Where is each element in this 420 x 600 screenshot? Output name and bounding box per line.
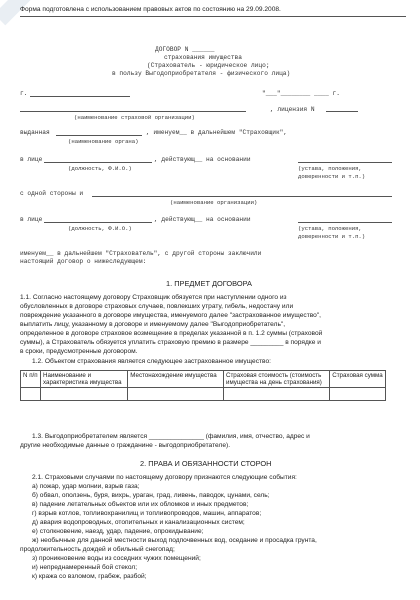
table-cell[interactable]	[21, 388, 41, 401]
basis-caption-3: (устава, положения,	[298, 225, 362, 232]
position-caption-2: (должность, Ф.И.О.)	[68, 225, 132, 232]
table-header-cell: Наименование и характеристика имущества	[40, 371, 127, 388]
issuer-caption: (наименование органа)	[68, 138, 139, 145]
list-item: е) столкновение, наезд, удар, падение, опрокидывание;	[32, 528, 204, 535]
one-side-text: с одной стороны и	[20, 190, 84, 197]
table-header-row	[21, 371, 386, 388]
list-item: б) обвал, оползень, буря, вихрь, ураган, град, ливень, паводок, цунами, сель;	[32, 492, 270, 499]
list-item: г) взрыв котлов, топливохранилищ и топливопроводов, машин, аппаратов;	[32, 510, 262, 517]
insurer-named-text: , именуем__ в дальнейшем "Страховщик",	[146, 129, 288, 136]
insurer-name-blank[interactable]	[20, 111, 246, 112]
basis-caption-2: доверенности и т.п.)	[298, 173, 366, 180]
list-item: в) падение летательных объектов или их обломков и иных предметов;	[32, 501, 249, 508]
acting-text: , действующ__ на основании	[154, 156, 251, 163]
paragraph-line: определенное в договоре страховое возмещение в пределах указанной в п. 1.2 суммы (страховой	[20, 330, 323, 337]
table-header-cell: Страховая сумма	[330, 371, 386, 388]
position-caption: (должность, Ф.И.О.)	[68, 165, 132, 172]
title-line4: в пользу Выгодоприобретателя - физического лица)	[112, 70, 291, 77]
header-note: Форма подготовлена с использованием правовых актов по состоянию на 29.09.2008.	[20, 6, 281, 13]
paragraph-line: 1.1. Согласно настоящему договору Страховщик обязуется при наступлении одного из	[20, 294, 287, 301]
table-header-cell: N п/п	[21, 371, 41, 388]
paragraph-2-1	[20, 473, 317, 581]
paragraph-1-1	[20, 293, 322, 356]
table-row	[21, 388, 386, 401]
list-item: ж) необычные для данной местности выход подпочвенных вод, оседание и просадка грунта,	[32, 537, 317, 544]
license-number-blank[interactable]	[326, 111, 358, 112]
paragraph-1-3-cont	[20, 441, 230, 450]
insurer-rep-blank[interactable]	[44, 162, 152, 163]
list-item: з) проникновение воды из соседних чужих помещений;	[32, 555, 201, 562]
section1-heading: 1. ПРЕДМЕТ ДОГОВОРА	[166, 279, 252, 288]
insured-property-table	[20, 370, 386, 401]
table-cell[interactable]	[224, 388, 330, 401]
paragraph-line: суммы), а Страхователь обязуется уплатить страховую премию в размере _________ в порядке и	[20, 339, 321, 346]
issued-by-label: выданная	[20, 129, 50, 136]
paragraph-line: выплатить лицу, указанному в договоре и именуемому далее "Выгодоприобретатель",	[20, 321, 286, 328]
list-item: продолжительность дождей и обильный снегопад;	[20, 546, 175, 553]
title-line2: страхования имущества	[164, 54, 242, 61]
title-line1: ДОГОВОР N ______	[155, 46, 215, 53]
insurer-basis-blank[interactable]	[298, 162, 392, 163]
table-cell[interactable]	[128, 388, 224, 401]
date-field: "___"________ ____ г.	[262, 90, 340, 97]
in-person-label-2: в лице	[20, 216, 43, 223]
insured-named-text: именуем__ в дальнейшем "Страхователь", с другой стороны заключили	[20, 250, 262, 257]
in-person-label: в лице	[20, 156, 43, 163]
list-item: к) кража со взломом, грабеж, разбой;	[32, 573, 147, 580]
table-cell[interactable]	[40, 388, 127, 401]
table-cell[interactable]	[330, 388, 386, 401]
city-blank[interactable]	[30, 96, 130, 97]
paragraph-1-2: 1.2. Объектом страхования является следующее застрахованное имущество:	[32, 358, 271, 365]
list-item: д) авария водопроводных, отопительных и канализационных систем;	[32, 519, 245, 526]
issuer-blank[interactable]	[56, 135, 142, 136]
insured-named-text-2: настоящий договор о нижеследующем:	[20, 258, 147, 265]
list-item: и) непреднамеренный бой стекол;	[32, 564, 138, 571]
acting-text-2: , действующ__ на основании	[154, 216, 251, 223]
header-divider	[20, 16, 406, 17]
paragraph-line: повреждение указанного в договоре имущества, именуемого далее "застрахованное имущество",	[20, 312, 321, 319]
basis-caption-4: доверенности и т.п.)	[298, 233, 366, 240]
city-label: г.	[20, 90, 28, 97]
paragraph-line: 2.1. Страховыми случаями по настоящему договору признаются следующие события:	[32, 474, 297, 481]
basis-caption: (устава, положения,	[298, 165, 362, 172]
list-item: а) пожар, удар молнии, взрыв газа;	[32, 483, 140, 490]
insured-basis-blank[interactable]	[298, 222, 392, 223]
insured-org-blank[interactable]	[92, 196, 392, 197]
paragraph-line: в сроки, предусмотренные договором.	[20, 348, 138, 355]
title-line3: (Страхователь - юридическое лицо;	[147, 62, 270, 69]
insurer-caption: (наименование страховой организации)	[74, 114, 195, 121]
paragraph-1-3	[32, 432, 310, 441]
paragraph-line: обусловленных в договоре страховых случаев, повлекших утрату, гибель, недостачу или	[20, 303, 294, 310]
paragraph-line: другие необходимые данные о гражданине - выгодоприобретателе).	[20, 442, 231, 449]
license-label: , лицензия N	[270, 106, 315, 113]
org-caption: (наименование организации)	[170, 199, 258, 206]
insured-rep-blank[interactable]	[44, 222, 152, 223]
table-header-cell: Страховая стоимость (стоимость имущества на день страхования)	[224, 371, 330, 388]
table-header-cell: Местонахождение имущества	[128, 371, 224, 388]
section2-heading: 2. ПРАВА И ОБЯЗАННОСТИ СТОРОН	[140, 459, 272, 468]
paragraph-line: 1.3. Выгодоприобретателем является _______________ (фамилия, имя, отчество, адрес и	[32, 433, 310, 440]
